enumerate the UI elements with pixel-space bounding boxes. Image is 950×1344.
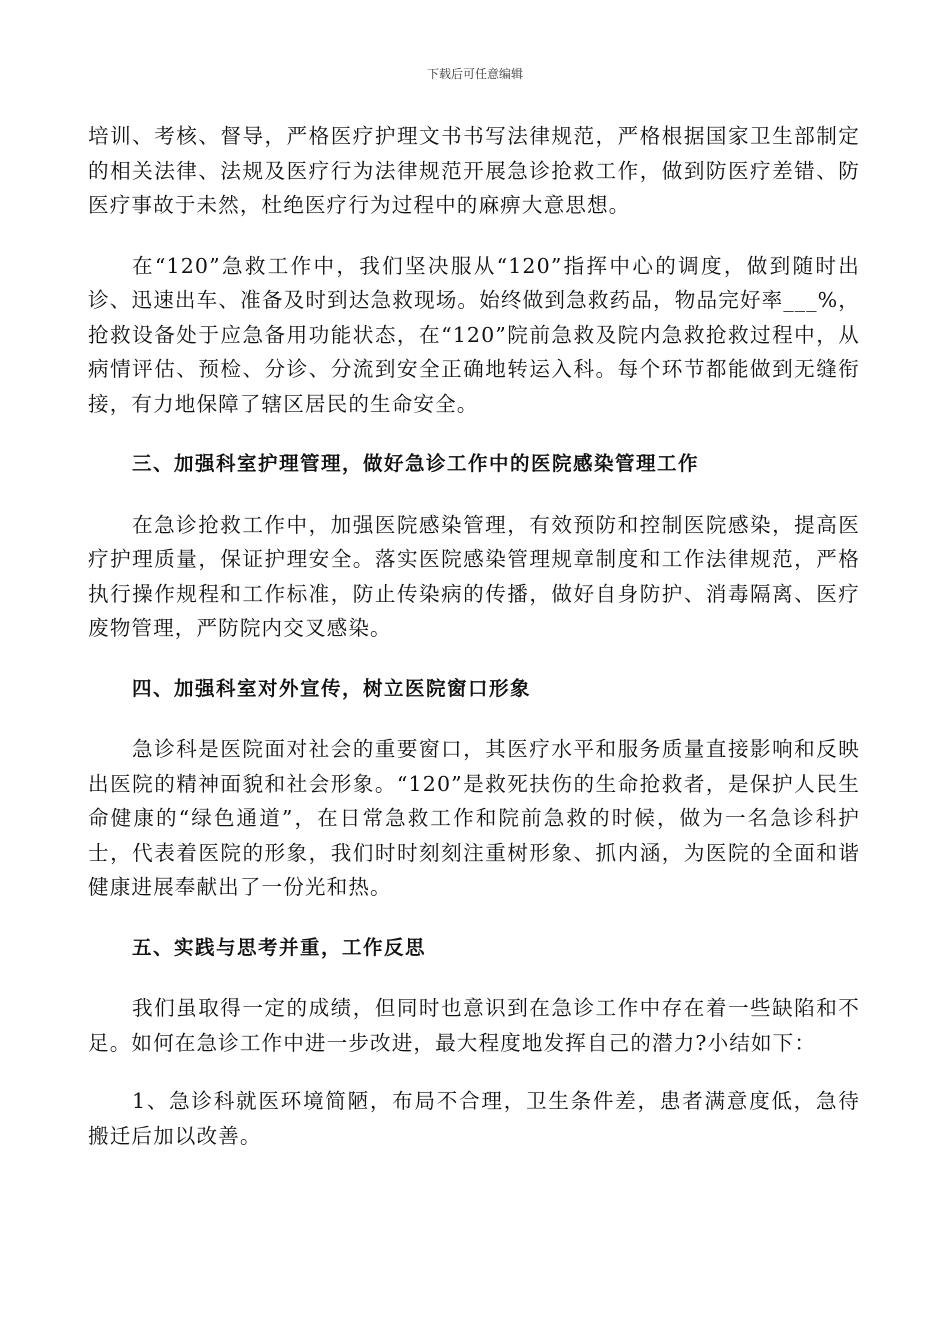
paragraph-infection-management: 在急诊抢救工作中，加强医院感染管理，有效预防和控制医院感染，提高医疗护理质量，保证护理安全。落实医院感染管理规章制度和工作法律规范，严格执行操作规程和工作标准，防止传染病的传播，做好自身防护、消毒隔离、医疗废物管理，严防院内交叉感染。 [88,512,860,640]
paragraph-publicity: 急诊科是医院面对社会的重要窗口，其医疗水平和服务质量直接影响和反映出医院的精神面貌和社会形象。“120”是救死扶伤的生命抢救者，是保护人民生命健康的“绿色通道”，在日常急救工作和院前急救的时候，做为一名急诊科护士，代表着医院的形象，我们时时刻刻注重树形象、抓内涵，为医院的全面和谐健康进展奉献出了一份光和热。 [88,737,860,899]
paragraph-item-1: 1、急诊科就医环境简陋，布局不合理，卫生条件差，患者满意度低，急待搬迁后加以改善。 [88,1089,860,1148]
document-body [88,119,860,1153]
paragraph-120-emergency: 在“120”急救工作中，我们坚决服从“120”指挥中心的调度，做到随时出诊、迅速出车、准备及时到达急救现场。始终做到急救药品，物品完好率___%，抢救设备处于应急备用功能状态，在“120”院前急救及院内急救抢救过程中，从病情评估、预检、分诊、分流到安全正确地转运入科。每个环节都能做到无缝衔接，有力地保障了辖区居民的生命安全。 [88,253,860,416]
paragraph-training: 培训、考核、督导，严格医疗护理文书书写法律规范，严格根据国家卫生部制定的相关法律、法规及医疗行为法律规范开展急诊抢救工作，做到防医疗差错、防医疗事故于未然，杜绝医疗行为过程中的麻痹大意思想。 [88,124,860,217]
section-heading-5: 五、实践与思考并重，工作反思 [132,935,427,959]
header-note: 下载后可任意编辑 [426,67,523,81]
paragraph-reflection: 我们虽取得一定的成绩，但同时也意识到在急诊工作中存在着一些缺陷和不足。如何在急诊工作中进一步改进，最大程度地发挥自己的潜力?小结如下： [88,996,860,1055]
section-heading-4: 四、加强科室对外宣传，树立医院窗口形象 [132,676,532,700]
section-heading-3: 三、加强科室护理管理，做好急诊工作中的医院感染管理工作 [132,452,700,475]
